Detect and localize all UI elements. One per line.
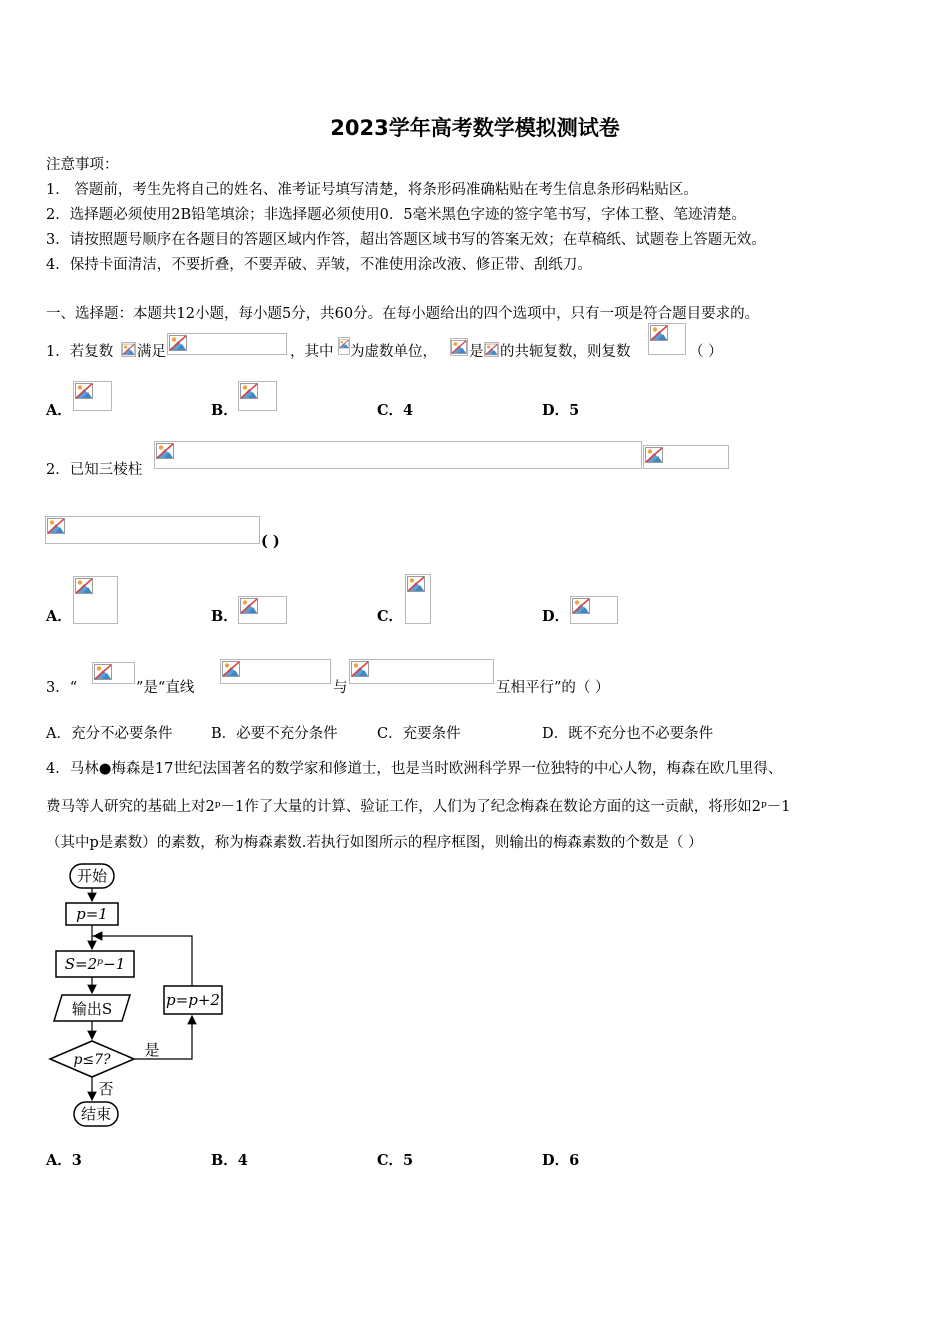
q3-text-4: 互相平行”的（ ） [496, 680, 610, 696]
flow-yes-label: 是 [144, 1041, 160, 1059]
q4-option-a[interactable]: A．3 [46, 1152, 82, 1169]
broken-image-icon [47, 518, 65, 534]
broken-image-icon [572, 598, 590, 614]
q3-text-3: 与 [333, 680, 348, 696]
notice-item: 1． 答题前，考生先将自己的姓名、准考证号填写清楚，将条形码准确粘贴在考生信息条形码粘贴区。 [46, 182, 698, 198]
q1-text-3: ，其中 [290, 344, 334, 360]
flowchart [40, 858, 240, 1133]
q1-text-2: 满足 [137, 344, 166, 360]
broken-image-icon [650, 325, 668, 341]
broken-image-icon [222, 661, 240, 677]
broken-image-icon [75, 578, 93, 594]
formula-image [648, 323, 686, 355]
formula-image [484, 342, 499, 357]
q1-text-1: 1．若复数 [46, 344, 114, 360]
q3-option-d[interactable]: D．既不充分也不必要条件 [542, 726, 714, 742]
notice-item: 4．保持卡面清洁，不要折叠，不要弄破、弄皱，不准使用涂改液、修正带、刮纸刀。 [46, 257, 592, 273]
formula-image [238, 596, 287, 624]
broken-image-icon [351, 661, 369, 677]
q4-option-b[interactable]: B．4 [211, 1152, 248, 1169]
q3-text-2: ”是“直线 [136, 680, 195, 696]
formula-image [121, 342, 136, 357]
section-heading: 一、选择题：本题共12小题，每小题5分，共60分。在每小题给出的四个选项中，只有一项是符合题目要求的。 [46, 306, 760, 322]
notice-item: 3．请按照题号顺序在各题目的答题区域内作答，超出答题区域书写的答案无效；在草稿纸、试题卷上答题无效。 [46, 232, 766, 248]
formula-image [349, 659, 494, 684]
broken-image-icon [240, 598, 258, 614]
broken-image-icon [451, 340, 467, 354]
q2-text-2: ( ) [261, 533, 280, 550]
formula-image [450, 338, 468, 356]
formula-image [570, 596, 618, 624]
q2-option-c[interactable]: C． [377, 608, 404, 625]
formula-image [154, 441, 642, 469]
q1-text-4: 为虚数单位， [350, 344, 437, 360]
flow-end-label: 结束 [80, 1105, 112, 1123]
broken-image-icon [156, 443, 174, 459]
formula-image [405, 574, 431, 624]
broken-image-icon [407, 576, 425, 592]
q3-option-c[interactable]: C．充要条件 [377, 726, 461, 742]
flow-output-label: 输出S [71, 1000, 113, 1018]
q2-option-a[interactable]: A． [46, 608, 72, 625]
formula-image [643, 445, 729, 469]
q1-option-d[interactable]: D．5 [542, 402, 580, 419]
formula-image [92, 662, 135, 684]
q2-option-b[interactable]: B． [211, 608, 238, 625]
formula-image [338, 337, 350, 355]
flow-update-label: p=p+2 [166, 991, 220, 1009]
q4-option-c[interactable]: C．5 [377, 1152, 414, 1169]
broken-image-icon [169, 335, 187, 351]
q1-text-6: 的共轭复数，则复数 [500, 344, 631, 360]
q3-option-a[interactable]: A．充分不必要条件 [46, 726, 173, 742]
notice-heading: 注意事项： [46, 157, 119, 173]
q4-line-3: （其中p是素数）的素数，称为梅森素数.若执行如图所示的程序框图，则输出的梅森素数的个数是（ ） [46, 835, 703, 851]
formula-image [73, 381, 112, 411]
q3-option-b[interactable]: B．必要不充分条件 [211, 726, 338, 742]
formula-image [220, 659, 331, 684]
q2-text-1: 2．已知三棱柱 [46, 462, 143, 478]
notice-item: 2．选择题必须使用2B铅笔填涂；非选择题必须使用0．5毫米黑色字迹的签字笔书写，字体工整、笔迹清楚。 [46, 207, 747, 223]
q1-option-a[interactable]: A． [46, 402, 72, 419]
q4-line-2: 费马等人研究的基础上对2ᵖ－1作了大量的计算、验证工作，人们为了纪念梅森在数论方面的这一贡献，将形如2ᵖ－1 [46, 799, 791, 815]
formula-image [73, 576, 118, 624]
q4-option-d[interactable]: D．6 [542, 1152, 580, 1169]
broken-image-icon [94, 664, 112, 680]
flow-start-label: 开始 [76, 867, 108, 885]
formula-image [45, 516, 260, 544]
flow-yes-line [134, 1018, 192, 1059]
q4-line-1: 4．马林●梅森是17世纪法国著名的数学家和修道士，也是当时欧洲科学界一位独特的中心人物，梅森在欧几里得、 [46, 761, 783, 777]
q1-option-c[interactable]: C．4 [377, 402, 414, 419]
flow-compute-label: S=2ᵖ−1 [64, 955, 126, 973]
q2-option-d[interactable]: D． [542, 608, 570, 625]
broken-image-icon [122, 343, 135, 356]
formula-image [238, 381, 277, 411]
flow-no-label: 否 [98, 1080, 114, 1098]
broken-image-icon [485, 343, 498, 356]
broken-image-icon [75, 383, 93, 399]
broken-image-icon [645, 447, 663, 463]
q3-text-1: 3．“ [46, 680, 78, 696]
flow-decision-label: p≤7? [73, 1052, 111, 1068]
q1-text-7: （ ） [689, 344, 723, 360]
q1-text-5: 是 [469, 344, 484, 360]
broken-image-icon [339, 338, 349, 350]
flow-init-label: p=1 [76, 905, 108, 923]
broken-image-icon [240, 383, 258, 399]
page-title: 2023学年高考数学模拟测试卷 [330, 116, 620, 140]
formula-image [167, 333, 287, 355]
q1-option-b[interactable]: B． [211, 402, 238, 419]
